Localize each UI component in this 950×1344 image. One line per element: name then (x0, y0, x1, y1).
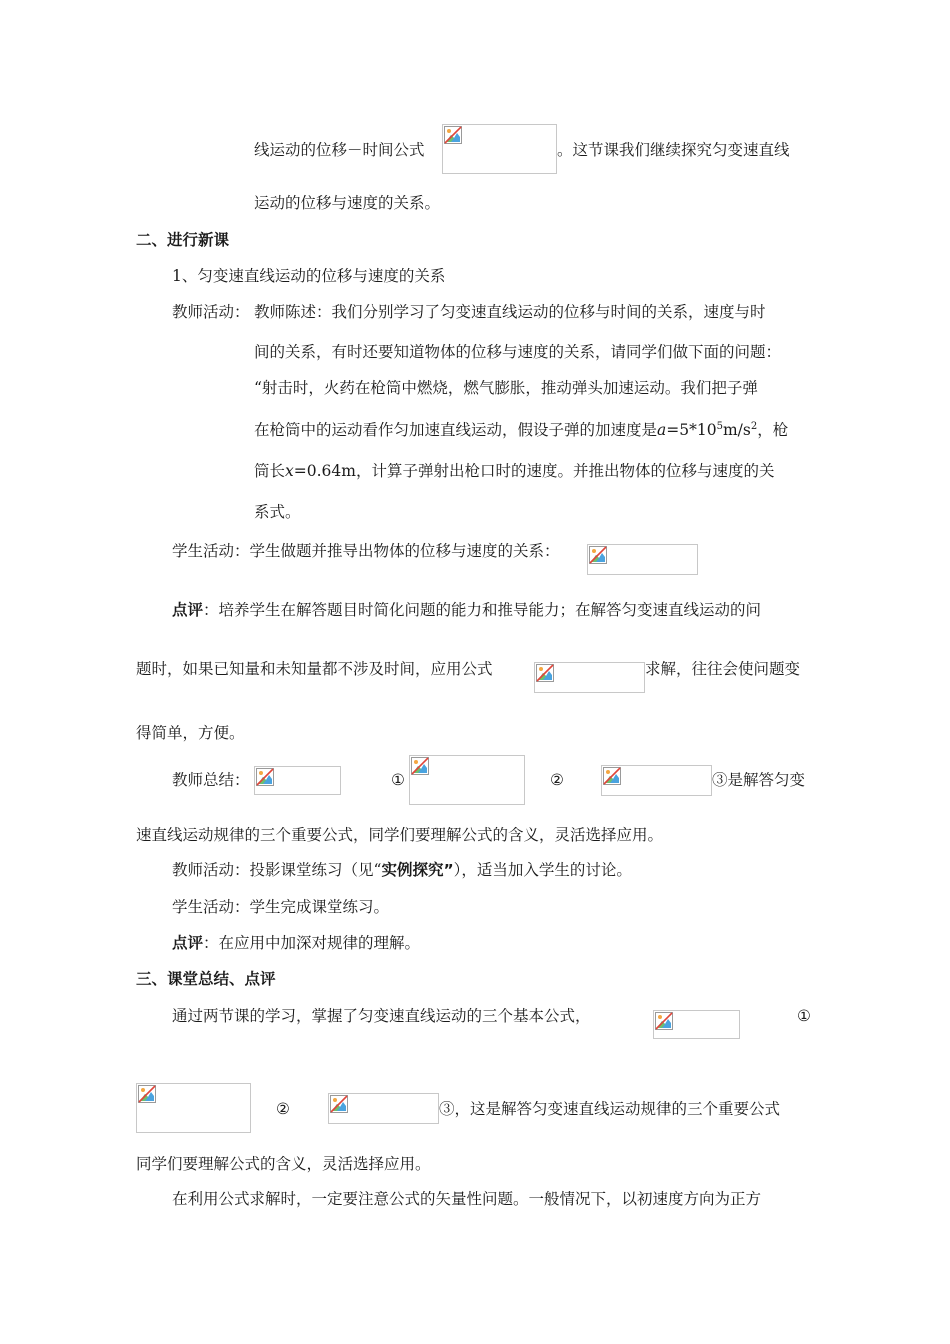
section3-marker-1: ① (797, 1007, 811, 1025)
section-heading-3: 三、课堂总结、点评 (136, 970, 276, 988)
marker-3-text: ③是解答匀变 (712, 771, 806, 789)
intro-line-1-before: 线运动的位移－时间公式 (254, 141, 425, 159)
formula-image-placeholder (328, 1093, 439, 1124)
student-activity-2: 学生活动：学生完成课堂练习。 (172, 898, 390, 916)
marker-1: ① (391, 771, 405, 789)
comment-line-2-before: 题时，如果已知量和未知量都不涉及时间，应用公式 (136, 660, 493, 678)
comment-text-1: ：培养学生在解答题目时简化问题的能力和推导能力；在解答匀变速直线运动的问 (203, 601, 762, 619)
marker-2: ② (550, 771, 564, 789)
comment-line-2-after: 求解，往往会使问题变 (645, 660, 801, 678)
comment-2 (172, 933, 420, 953)
accel-exp: 5 (716, 420, 723, 432)
broken-image-icon (536, 664, 554, 682)
section3-line-4: 在利用公式求解时，一定要注意公式的矢量性问题。一般情况下，以初速度方向为正方 (172, 1190, 762, 1208)
accel-var: a (657, 421, 667, 439)
comment2-text: ：在应用中加深对规律的理解。 (203, 934, 421, 952)
broken-image-icon (603, 767, 621, 785)
summary-line-2: 速直线运动规律的三个重要公式，同学们要理解公式的含义，灵活选择应用。 (136, 826, 664, 844)
broken-image-icon (444, 126, 462, 144)
section3-line-2-after: ③，这是解答匀变速直线运动规律的三个重要公式 (439, 1100, 781, 1118)
accel-value: =5*10 (666, 421, 717, 439)
section-heading-2: 二、进行新课 (136, 231, 230, 249)
section3-line-3: 同学们要理解公式的含义，灵活选择应用。 (136, 1155, 431, 1173)
broken-image-icon (411, 757, 429, 775)
comment2-label: 点评 (172, 934, 204, 952)
formula-image-placeholder (136, 1083, 251, 1133)
teacher2-after: ），适当加入学生的讨论。 (453, 861, 632, 879)
line5-suffix: =0.64m，计算子弹射出枪口时的速度。并推出物体的位移与速度的关 (293, 462, 775, 480)
accel-unit: m/s (722, 421, 751, 439)
teacher-line-6: 系式。 (254, 503, 301, 521)
formula-image-placeholder (653, 1010, 740, 1039)
teacher2-bold: 实例探究” (381, 861, 454, 879)
line4-suffix: ，枪 (757, 421, 789, 439)
broken-image-icon (655, 1012, 673, 1030)
teacher-line-5 (254, 461, 774, 481)
formula-image-placeholder (587, 544, 698, 575)
teacher-line-2: 间的关系，有时还要知道物体的位移与速度的关系，请同学们做下面的问题： (254, 343, 782, 361)
comment-label: 点评 (172, 601, 204, 619)
teacher-activity-2 (172, 860, 632, 880)
line4-prefix: 在枪筒中的运动看作匀加速直线运动，假设子弹的加速度是 (254, 421, 658, 439)
comment-line-3: 得简单，方便。 (136, 724, 245, 742)
intro-line-2: 运动的位移与速度的关系。 (254, 194, 441, 212)
formula-image-placeholder (254, 766, 341, 795)
section3-marker-2: ② (276, 1100, 290, 1118)
line5-prefix: 筒长 (254, 462, 286, 480)
broken-image-icon (589, 546, 607, 564)
formula-image-placeholder (534, 662, 645, 693)
subsection-1: 1、匀变速直线运动的位移与速度的关系 (172, 267, 446, 285)
broken-image-icon (330, 1095, 348, 1113)
teacher-activity-label: 教师活动： (172, 303, 250, 321)
student-activity-line: 学生活动：学生做题并推导出物体的位移与速度的关系： (172, 542, 560, 560)
length-var: x (285, 462, 294, 480)
formula-image-placeholder (442, 124, 557, 174)
teacher-line-3: “射击时，火药在枪筒中燃烧，燃气膨胀，推动弹头加速运动。我们把子弹 (254, 379, 758, 397)
intro-line-1-after: 。这节课我们继续探究匀变速直线 (557, 141, 790, 159)
broken-image-icon (138, 1085, 156, 1103)
formula-image-placeholder (409, 755, 525, 805)
accel-unit-exp: 2 (750, 420, 758, 432)
teacher-summary-label: 教师总结： (172, 771, 250, 789)
broken-image-icon (256, 768, 274, 786)
section3-line-1: 通过两节课的学习，掌握了匀变速直线运动的三个基本公式， (172, 1007, 591, 1025)
teacher-line-4 (254, 420, 788, 440)
formula-image-placeholder (601, 765, 712, 796)
teacher2-before: 教师活动：投影课堂练习（见“ (172, 861, 382, 879)
teacher-line-1: 教师陈述：我们分别学习了匀变速直线运动的位移与时间的关系，速度与时 (254, 303, 766, 321)
comment-line-1 (172, 600, 761, 620)
